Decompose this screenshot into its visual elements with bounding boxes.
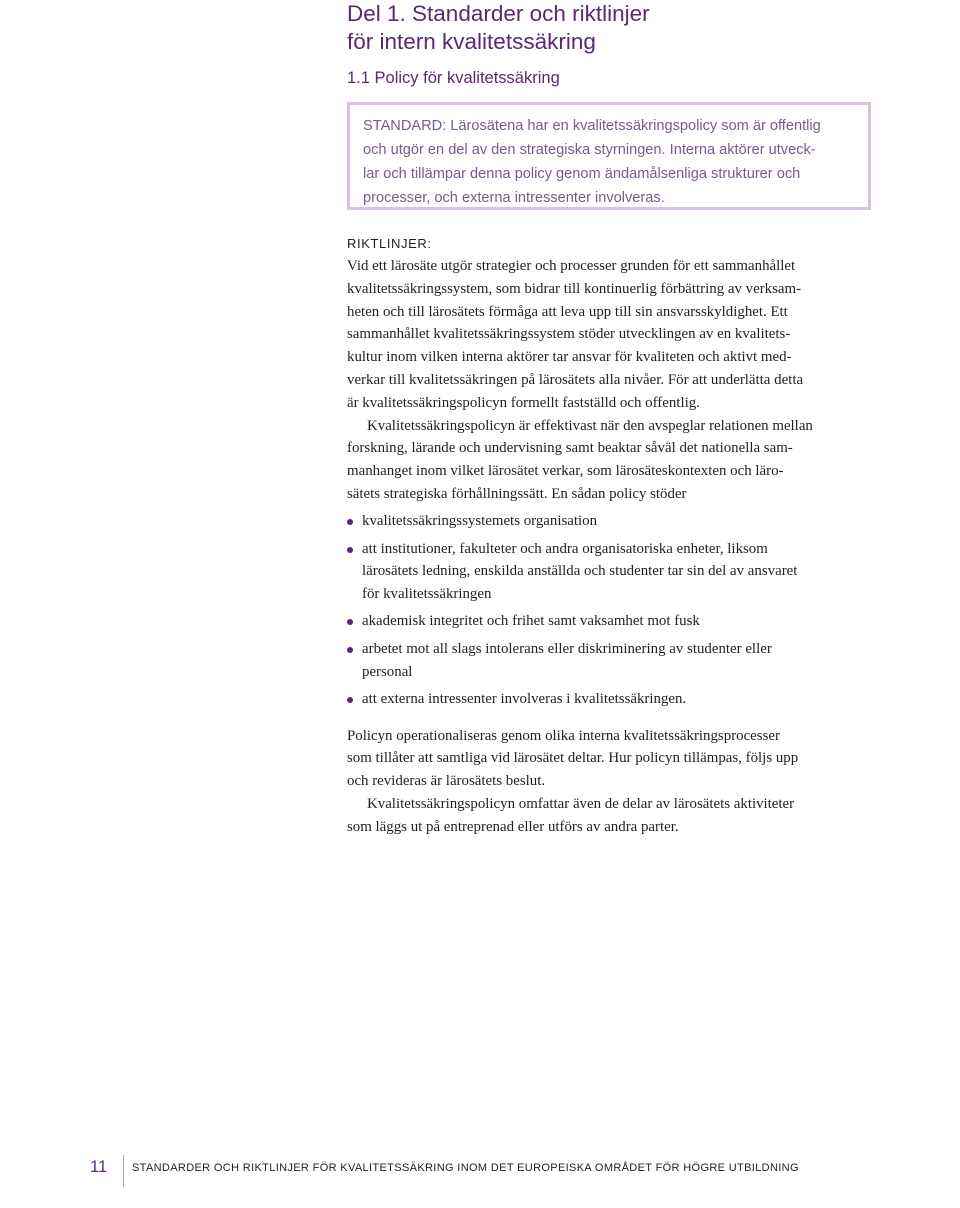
text-line: akademisk integritet och frihet samt vaksamhet mot fusk bbox=[362, 613, 700, 630]
text-line: för kvalitetssäkringen bbox=[362, 586, 492, 603]
running-footer: STANDARDER OCH RIKTLINJER FÖR KVALITETSSÄKRING INOM DET EUROPEISKA OMRÅDET FÖR HÖGRE UTBILDNING bbox=[132, 1162, 799, 1174]
standard-line: och utgör en del av den strategiska styrningen. Interna aktörer utveck- bbox=[363, 142, 816, 158]
text-line: att externa intressenter involveras i kvalitetssäkringen. bbox=[362, 690, 687, 707]
list-item bbox=[347, 510, 877, 533]
paragraph-1 bbox=[347, 255, 877, 415]
guidelines-label: RIKTLINJER: bbox=[347, 236, 432, 251]
text-line: Vid ett lärosäte utgör strategier och processer grunden för ett sammanhållet bbox=[347, 258, 796, 274]
bullet-list bbox=[347, 510, 877, 710]
text-line: och revideras är lärosätets beslut. bbox=[347, 773, 546, 790]
text-line: kvalitetssäkringssystemets organisation bbox=[362, 513, 598, 530]
standard-line: lar och tillämpar denna policy genom ändamålsenliga strukturer och bbox=[363, 166, 801, 182]
text-line: verkar till kvalitetssäkringen på lärosätets alla nivåer. För att underlätta detta bbox=[347, 371, 804, 388]
page-number: 11 bbox=[90, 1158, 108, 1176]
text-line: kvalitetssäkringssystem, som bidrar till kontinuerlig förbättring av verksam- bbox=[347, 280, 802, 297]
text-line: arbetet mot all slags intolerans eller diskriminering av studenter eller bbox=[362, 640, 772, 657]
bullet-dot-icon bbox=[347, 519, 353, 525]
list-item bbox=[347, 638, 877, 684]
text-line: Policyn operationaliseras genom olika interna kvalitetssäkringsprocesser bbox=[347, 727, 780, 744]
text-line: som läggs ut på entreprenad eller utförs av andra parter. bbox=[347, 818, 679, 835]
page-title-line-1: Del 1. Standarder och riktlinjer bbox=[347, 1, 650, 26]
page-title-line-2: för intern kvalitetssäkring bbox=[347, 29, 596, 54]
text-line: Kvalitetssäkringspolicyn är effektivast när den avspeglar relationen mellan bbox=[367, 417, 813, 434]
footer-divider bbox=[123, 1155, 124, 1187]
text-line: personal bbox=[362, 663, 413, 680]
page-title bbox=[347, 0, 867, 56]
text-line: forskning, lärande och undervisning samt beaktar såväl det nationella sam- bbox=[347, 440, 793, 457]
text-line: sätets strategiska förhållningssätt. En sådan policy stöder bbox=[347, 485, 687, 502]
guidelines-body bbox=[347, 255, 877, 839]
bullet-dot-icon bbox=[347, 547, 353, 553]
text-line: kultur inom vilken interna aktörer tar ansvar för kvaliteten och aktivt med- bbox=[347, 349, 792, 366]
standard-line: processer, och externa intressenter involveras. bbox=[363, 190, 665, 206]
text-line: lärosätets ledning, enskilda anställda och studenter tar sin del av ansvaret bbox=[362, 563, 798, 580]
paragraph-4 bbox=[347, 793, 877, 839]
standard-line: STANDARD: Lärosätena har en kvalitetssäkringspolicy som är offentlig bbox=[363, 118, 821, 134]
list-item bbox=[347, 688, 877, 711]
paragraph-3 bbox=[347, 725, 877, 793]
standard-box bbox=[347, 102, 871, 210]
list-item bbox=[347, 538, 877, 606]
text-line: är kvalitetssäkringspolicyn formellt fastställd och offentlig. bbox=[347, 394, 700, 411]
bullet-dot-icon bbox=[347, 619, 353, 625]
text-line: som tillåter att samtliga vid lärosätet deltar. Hur policyn tillämpas, följs upp bbox=[347, 750, 799, 767]
text-line: manhanget inom vilket lärosätet verkar, som lärosäteskontexten och läro- bbox=[347, 463, 784, 480]
text-line: Kvalitetssäkringspolicyn omfattar även de delar av lärosätets aktiviteter bbox=[367, 796, 795, 813]
paragraph-2 bbox=[347, 415, 877, 506]
text-line: heten och till lärosätets förmåga att leva upp till sin ansvarsskyldighet. Ett bbox=[347, 303, 788, 320]
bullet-dot-icon bbox=[347, 697, 353, 703]
text-line: att institutioner, fakulteter och andra organisatoriska enheter, liksom bbox=[362, 540, 768, 557]
bullet-dot-icon bbox=[347, 647, 353, 653]
text-line: sammanhållet kvalitetssäkringssystem stöder utvecklingen av en kvalitets- bbox=[347, 326, 791, 343]
section-title: 1.1 Policy för kvalitetssäkring bbox=[347, 69, 560, 87]
list-item bbox=[347, 610, 877, 633]
